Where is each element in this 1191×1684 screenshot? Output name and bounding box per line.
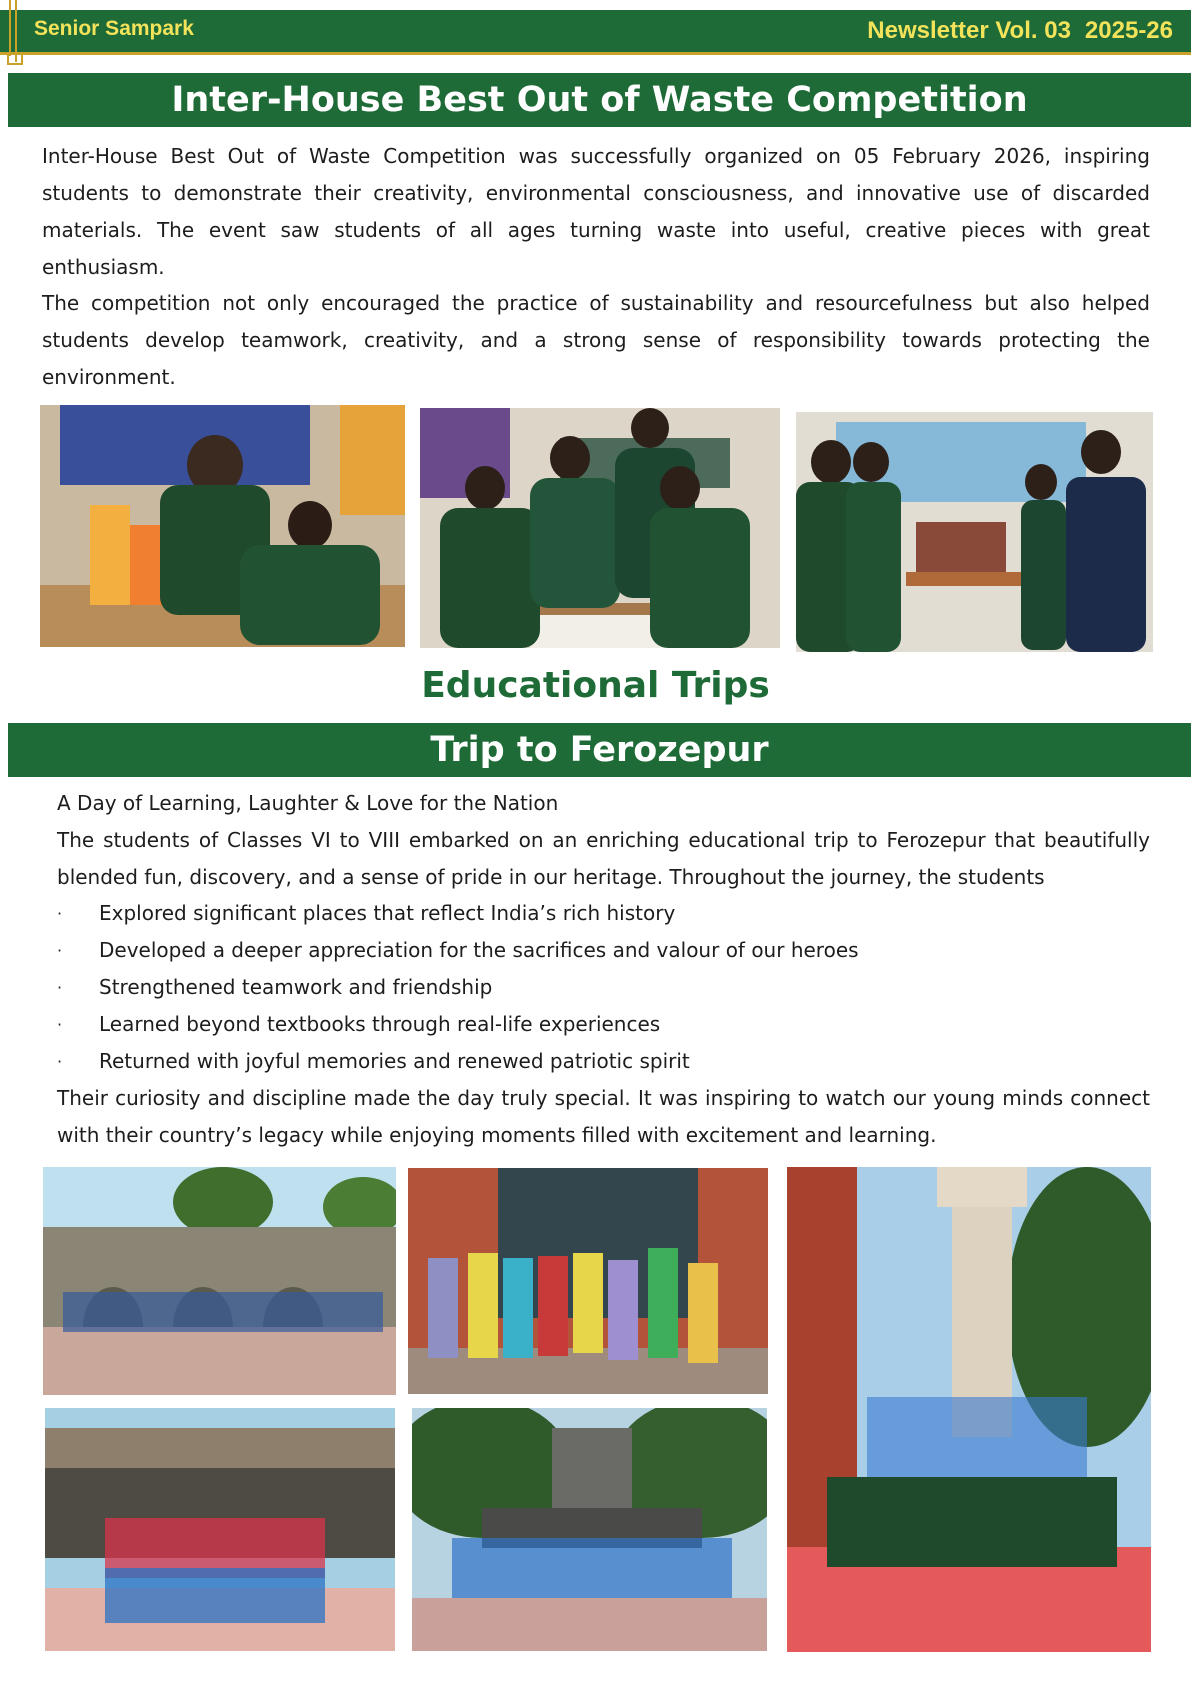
- newsletter-header: [0, 10, 1191, 55]
- bullet-icon: ·: [57, 1015, 63, 1034]
- photo-statue-memorial-group: [412, 1408, 767, 1651]
- trip-title: Trip to Ferozepur: [8, 723, 1191, 777]
- competition-paragraph-1: Inter-House Best Out of Waste Competition was successfully organized on 05 February 2026, inspiring students to demonstrate their creativity, environmental consciousness, and innovative use of discarded materials. The event saw students of all ages turning waste into useful, creative pieces with great enthusiasm.: [42, 144, 1150, 279]
- list-item: [57, 1006, 859, 1043]
- photo-memorial-pillar-group: [787, 1167, 1151, 1652]
- bullet-icon: ·: [57, 1052, 63, 1071]
- bullet-icon: ·: [57, 904, 63, 923]
- issue-year: 2025-26: [1084, 17, 1173, 44]
- bullet-icon: ·: [57, 978, 63, 997]
- list-item: [57, 895, 859, 932]
- photo-students-craft-table: [420, 408, 780, 648]
- list-item-text: Developed a deeper appreciation for the sacrifices and valour of our heroes: [99, 938, 859, 962]
- list-item-text: Explored significant places that reflect India’s rich history: [99, 901, 676, 925]
- list-item: [57, 1043, 859, 1080]
- bullet-icon: ·: [57, 941, 63, 960]
- photo-battle-mural-group: [45, 1408, 395, 1651]
- section-title-educational-trips: Educational Trips: [421, 665, 770, 706]
- corner-ornament-icon: [2, 0, 24, 70]
- issue-label: [867, 17, 1173, 45]
- photo-waste-model-display: [40, 405, 405, 647]
- list-item-text: Returned with joyful memories and renewed patriotic spirit: [99, 1049, 690, 1073]
- photo-students-with-exhibit: [796, 412, 1153, 652]
- trip-closing: Their curiosity and discipline made the day truly special. It was inspiring to watch our young minds connect with their country’s legacy while enjoying moments filled with excitement and learning.: [57, 1086, 1150, 1147]
- trip-highlights-list: [57, 895, 859, 1080]
- trip-tagline: A Day of Learning, Laughter & Love for the Nation: [57, 791, 559, 815]
- photo-museum-gate-group: [408, 1168, 768, 1394]
- list-item: [57, 969, 859, 1006]
- photo-fort-arches-group: [43, 1167, 396, 1395]
- competition-paragraph-2: The competition not only encouraged the practice of sustainability and resourcefulness but also helped students develop teamwork, creativity, and a strong sense of responsibility towards protecting the environment.: [42, 291, 1150, 389]
- issue-volume: Newsletter Vol. 03: [867, 17, 1071, 44]
- list-item-text: Strengthened teamwork and friendship: [99, 975, 493, 999]
- brand-name: Senior Sampark: [34, 17, 194, 40]
- list-item: [57, 932, 859, 969]
- trip-intro: The students of Classes VI to VIII embarked on an enriching educational trip to Ferozepur that beautifully blended fun, discovery, and a sense of pride in our heritage. Throughout the journey, the students: [57, 828, 1150, 889]
- competition-title: Inter-House Best Out of Waste Competition: [8, 73, 1191, 127]
- list-item-text: Learned beyond textbooks through real-life experiences: [99, 1012, 661, 1036]
